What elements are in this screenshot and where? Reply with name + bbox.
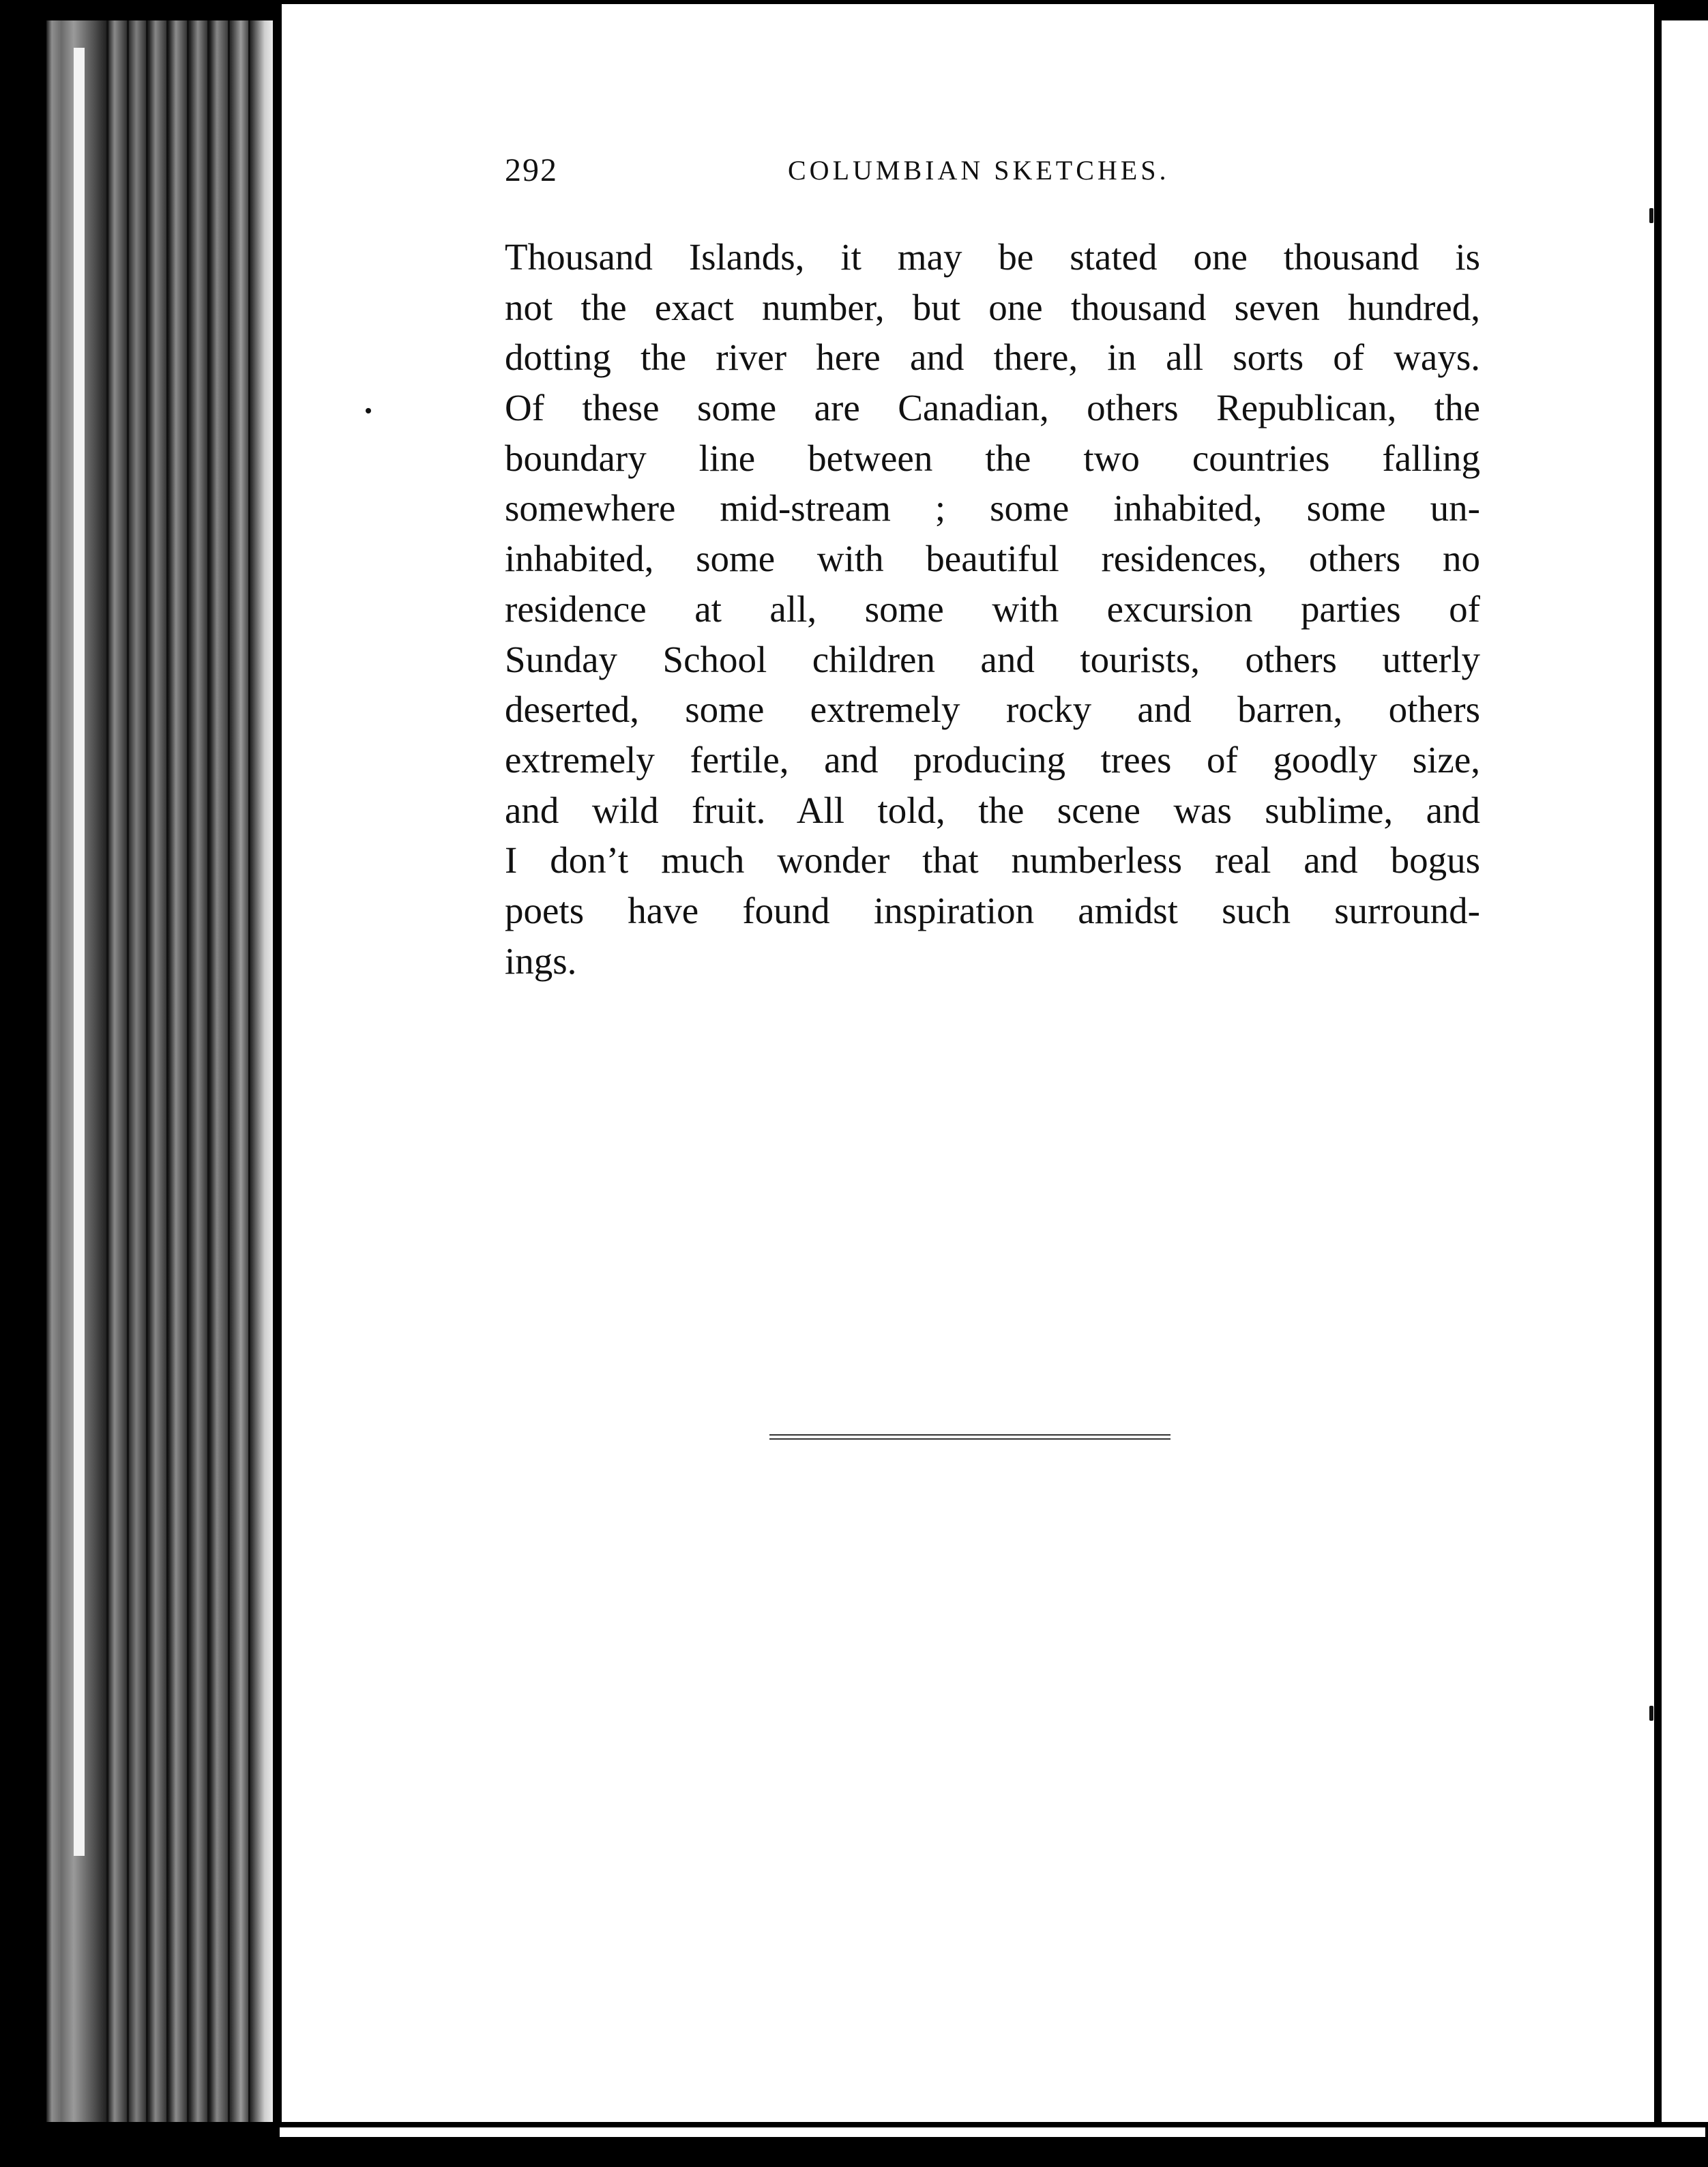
binding-gutter bbox=[273, 0, 282, 2167]
stacked-page-edges bbox=[46, 20, 282, 2122]
scan-speck bbox=[366, 408, 371, 413]
page-edge-divider bbox=[127, 20, 129, 2122]
text-line: not the exact number, but one thousand seven hundred, bbox=[505, 286, 1480, 328]
running-head: COLUMBIAN SKETCHES. bbox=[788, 155, 1170, 186]
scan-speck bbox=[1649, 208, 1653, 223]
text-line: Thousand Islands, it may be stated one thousand is bbox=[505, 236, 1480, 278]
page-header bbox=[505, 151, 1207, 192]
rule-line bbox=[769, 1438, 1170, 1440]
page-edge-divider bbox=[146, 20, 148, 2122]
text-line: inhabited, some with beautiful residences, others no bbox=[505, 538, 1480, 580]
page-edge-strip bbox=[74, 48, 85, 1856]
body-paragraph bbox=[505, 232, 1480, 986]
scan-speck bbox=[1649, 1706, 1653, 1721]
page-number: 292 bbox=[505, 152, 558, 188]
text-line: boundary line between the two countries falling bbox=[505, 437, 1480, 479]
rule-line bbox=[769, 1434, 1170, 1436]
page-edge-divider bbox=[207, 20, 209, 2122]
text-line: extremely fertile, and producing trees of goodly size, bbox=[505, 738, 1480, 781]
text-line: and wild fruit. All told, the scene was sublime, and bbox=[505, 789, 1480, 831]
text-line: Of these some are Canadian, others Republican, the bbox=[505, 387, 1480, 429]
text-line: deserted, some extremely rocky and barren, others bbox=[505, 688, 1480, 731]
bottom-border bbox=[273, 2122, 1708, 2167]
text-line: somewhere mid-stream ; some inhabited, some un- bbox=[505, 487, 1480, 529]
section-end-rule bbox=[769, 1434, 1170, 1442]
text-line: I don’t much wonder that numberless real and bogus bbox=[505, 839, 1480, 882]
facing-page-edge bbox=[1662, 20, 1708, 2122]
page-edge-divider bbox=[106, 20, 108, 2122]
text-line: dotting the river here and there, in all sorts of ways. bbox=[505, 336, 1480, 379]
page-edge-divider bbox=[187, 20, 189, 2122]
page-edge-divider bbox=[248, 20, 250, 2122]
text-line: ings. bbox=[505, 940, 577, 982]
text-line: residence at all, some with excursion parties of bbox=[505, 587, 1480, 630]
page-edge-divider bbox=[228, 20, 230, 2122]
text-line: poets have found inspiration amidst such surround- bbox=[505, 889, 1480, 931]
page-edge-divider bbox=[166, 20, 168, 2122]
text-line: Sunday School children and tourists, others utterly bbox=[505, 638, 1480, 680]
bottom-page-edge bbox=[280, 2127, 1705, 2137]
